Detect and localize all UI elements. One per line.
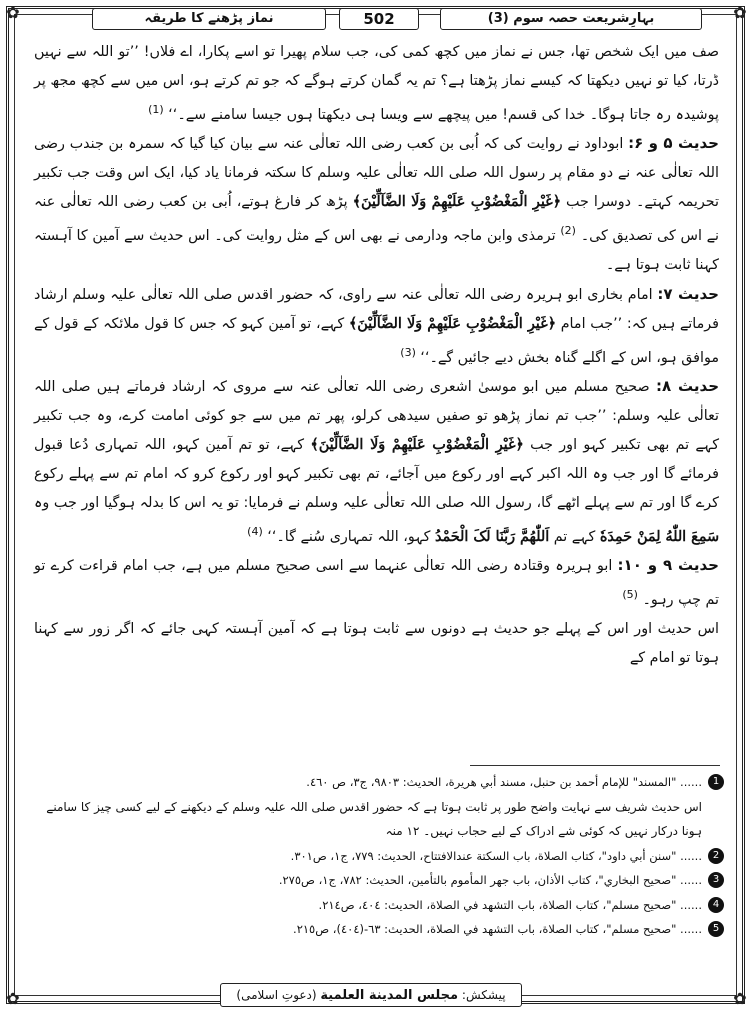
paragraph	[34, 129, 719, 279]
footnote-note: اس حدیث شریف سے نہایت واضح طور پر ثابت ہوتا ہے کہ حضور اقدس صلی اللہ علیہ وسلم کے دیکھنے کے لیے کسی چیز کا سامنے ہونا درکار نہیں کہ کوئی شے ادراک کے لیے حجاب نہیں۔ ۱۲ منہ	[46, 799, 702, 838]
publisher-name: مجلس المدينة العلمية	[320, 988, 459, 1003]
footnote-number: 2	[708, 848, 724, 864]
chapter-title: نماز پڑھنے کا طریقہ	[92, 8, 326, 30]
hadith-heading: حدیث ۷:	[657, 284, 719, 303]
footnote-ref: (4)	[247, 524, 263, 538]
arabic-phrase: سَمِعَ اللّٰهُ لِمَنْ حَمِدَهٗ	[599, 528, 719, 545]
corner-ornament-icon: ✿	[733, 3, 747, 22]
hadith-heading: حدیث ۵ و ۶:	[628, 134, 719, 153]
text-run: کہے، تو تم آمین کہو، اللہ تمہاری دُعا قبول فرمائے گا اور جب وہ اللہ اکبر کہے اور رکوع میں آجائے، تم بھی تکبیر کہو اور رکوع کرو کہ امام تم سے پہلے رکوع کرے گا اور تم سے پہلے اٹھے گا، رسول اللہ صلی اللہ تعالٰی علیہ وسلم نے فرمایا: تو یہ اس کا بدلہ ہوگیا اور جب وہ	[34, 437, 719, 511]
footer-prefix: پیشکش:	[461, 988, 506, 1002]
text-run: کہے، تو آمین کہو کہ جس کا قول ملائکہ کے قول کے موافق ہو، اس کے اگلے گناہ بخش دیے جائیں گے۔‘‘	[34, 315, 719, 366]
text-run: ترمذی وابن ماجہ ودارمی نے بھی اس کے مثل روایت کی۔ اس حدیث سے آمین کا آہستہ کہنا ثابت ہوتا ہے۔	[34, 227, 719, 273]
footnote	[34, 893, 724, 918]
quran-verse: ﴿غَیْرِ الْمَغْضُوْبِ عَلَیْهِمْ وَلَا الضَّآلِّیْنَ﴾	[310, 437, 524, 454]
footnote	[34, 868, 724, 893]
footnote	[34, 770, 724, 844]
text-run: صحیح مسلم میں ابو موسیٰ اشعری رضی اللہ تعالٰی عنہ سے مروی کہ ارشاد فرماتے ہیں صلی اللہ تعالٰی علیہ وسلم: ’’جب تم نماز پڑھو تو صفیں سیدھی کرلو، پھر تم میں سے جو کوئی امامت کرے، وہ جب تکبیر کہے تم بھی تکبیر کہو اور جب	[34, 379, 719, 454]
footnote-text: ...... "صحيح مسلم"، كتاب الصلاة، باب التشهد في الصلاة، الحديث: ٦٣-(٤٠٤)، ص٢١٥.	[293, 922, 702, 936]
paragraph	[34, 38, 719, 129]
footnote-number: 3	[708, 872, 724, 888]
footnote-ref: (2)	[560, 224, 576, 238]
footnote-text: ...... "صحيح مسلم"، كتاب الصلاة، باب التشهد في الصلاة، الحديث: ٤٠٤، ص٢١٤.	[318, 897, 702, 912]
corner-ornament-icon: ✿	[6, 989, 20, 1008]
text-run: امام بخاری ابو ہریرہ رضی اللہ تعالٰی عنہ سے راوی، کہ حضور اقدس صلی اللہ تعالٰی علیہ وسلم ارشاد فرماتے ہیں کہ: ’’جب امام	[34, 286, 720, 332]
publisher-org: (دعوتِ اسلامی)	[236, 988, 317, 1002]
quran-verse: ﴿غَیْرِ الْمَغْضُوْبِ عَلَیْهِمْ وَلَا الضَّآلِّیْنَ﴾	[348, 315, 556, 332]
footnote	[34, 917, 724, 942]
footnote-number: 4	[708, 897, 724, 913]
quran-verse: ﴿غَیْرِ الْمَغْضُوْبِ عَلَیْهِمْ وَلَا الضَّآلِّیْنَ﴾	[352, 194, 561, 211]
footnote-number: 1	[708, 774, 724, 790]
paragraph	[34, 280, 719, 372]
corner-ornament-icon: ✿	[733, 989, 747, 1008]
publisher-footer	[220, 983, 522, 1007]
corner-ornament-icon: ✿	[6, 3, 20, 22]
footnote-divider	[470, 765, 720, 766]
text-run: کہے تم	[553, 528, 596, 545]
footnote-number: 5	[708, 921, 724, 937]
text-run: کہو، اللہ تمہاری سُنے گا۔‘‘	[267, 528, 431, 545]
footnote-ref: (5)	[622, 588, 638, 602]
book-title: بہارِشریعت حصہ سوم (3)	[440, 8, 702, 30]
paragraph	[34, 551, 719, 615]
footnote-ref: (3)	[400, 345, 416, 359]
main-text	[34, 38, 719, 673]
footnote-text: ...... "سنن أبي داود"، كتاب الصلاة، باب السكتة عندالافتتاح، الحديث: ٧٧٩، ج١، ص٣٠١.	[290, 848, 702, 863]
paragraph	[34, 372, 719, 551]
hadith-heading: حدیث ۹ و ۱۰:	[617, 556, 719, 575]
paragraph	[34, 615, 719, 673]
text-run: ابوداود نے روایت کی کہ اُبی بن کعب رضی اللہ تعالٰی عنہ سے بیان کیا گیا کہ سمرہ بن جندب رضی اللہ تعالٰی عنہ نے دو مقام پر رسول اللہ صلی اللہ تعالٰی علیہ وسلم کا سکتہ فرمانا یاد کیا، ایک اس وقت جب تکبیر تحریمہ کہتے۔ دوسرا جب	[34, 136, 719, 211]
footnote-text: ...... "صحيح البخاري"، كتاب الأذان، باب جهر المأموم بالتأمين، الحديث: ٧٨٢، ج١، ص٢٧٥.	[278, 873, 702, 887]
footnotes	[34, 770, 724, 942]
footnote	[34, 844, 724, 869]
text-run: اس حدیث اور اس کے پہلے جو حدیث ہے دونوں سے ثابت ہوتا ہے کہ آمین آہستہ کہی جائے کہ اگر زور سے کہنا ہوتا تو امام کے	[34, 621, 719, 666]
text-run: ابو ہریرہ وقتادہ رضی اللہ تعالٰی عنہما سے اسی صحیح مسلم میں ہے، جب امام قراءت کرے تو تم چپ رہو۔	[34, 558, 719, 609]
footnote-text: ...... "المسند" للإمام أحمد بن حنبل، مسند أبي هريرة، الحديث: ٩٨٠٣، ج٣، ص ٤٦٠.	[306, 775, 702, 789]
text-run: پڑھ کر فارغ ہوتے، اُبی بن کعب رضی اللہ تعالٰی عنہ نے اس کی تصدیق کی۔	[34, 194, 720, 244]
hadith-heading: حدیث ۸:	[655, 377, 720, 396]
page-header	[0, 3, 753, 30]
text-run: صف میں ایک شخص تھا، جس نے نماز میں کچھ کمی کی، جب سلام پھیرا تو اسے پکارا، اے فلاں! ’’تو اللہ سے نہیں ڈرتا، کیا تو نہیں دیکھتا کہ کیسے نماز پڑھتا ہے؟ تم یہ گمان کرتے ہوگے کہ جو تم کرتے ہو، اس میں سے کچھ مجھ پر پوشیدہ رہ جاتا ہوگا۔ خدا کی قسم! میں پیچھے سے ویسا ہی دیکھتا ہوں جیسا سامنے سے۔‘‘	[34, 44, 719, 123]
arabic-phrase: اَللّٰهُمَّ رَبَّنَا لَکَ الْحَمْدُ	[435, 528, 550, 545]
page-number: 502	[339, 8, 419, 30]
footnote-ref: (1)	[148, 102, 164, 116]
